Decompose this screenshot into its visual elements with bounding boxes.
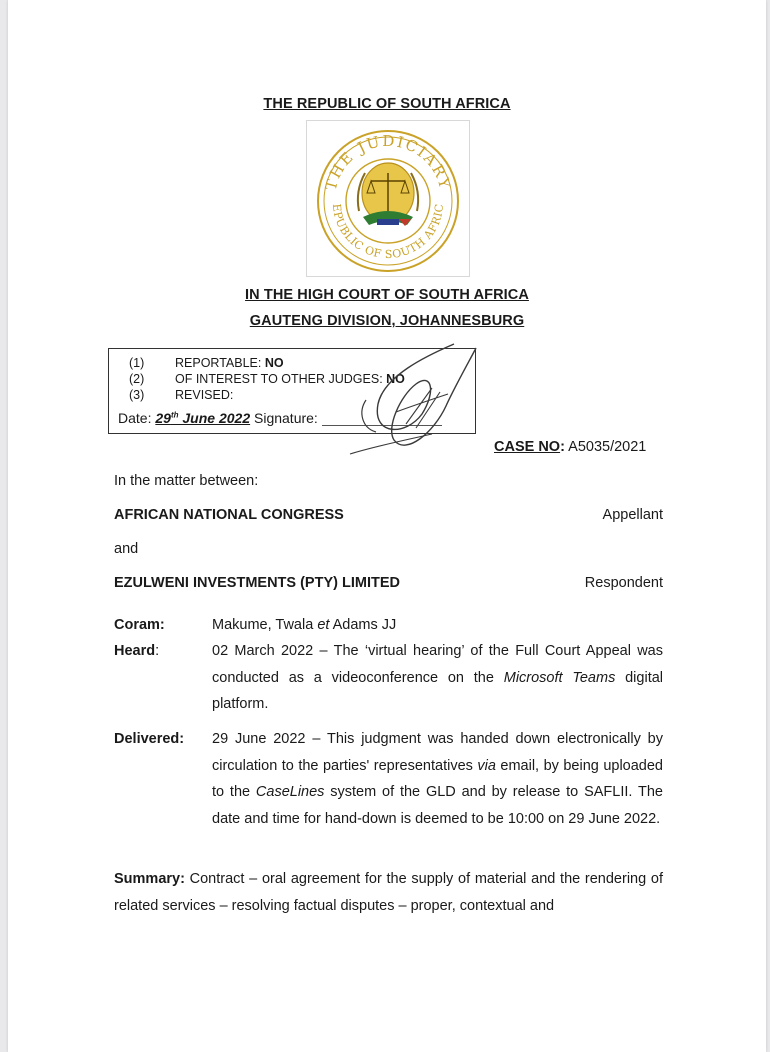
- heard-colon: :: [155, 643, 160, 659]
- heard-text-a: 02 March 2022 – The ‘virtual hearing’ of the Full Court Appeal was conducted as a videoconference on the: [212, 643, 663, 686]
- coram-et: et: [317, 617, 330, 633]
- row-label: REPORTABLE:: [175, 356, 265, 370]
- case-no-value: A5035/2021: [564, 439, 647, 455]
- delivered-text-c: email, by being uploaded to the: [212, 757, 663, 800]
- appellant-name: AFRICAN NATIONAL CONGRESS: [114, 507, 344, 523]
- coram-judges-a: Makume, Twala: [212, 617, 318, 633]
- seal-top-text: THE JUDICIARY: [321, 131, 455, 193]
- republic-heading: THE REPUBLIC OF SOUTH AFRICA: [263, 96, 511, 112]
- delivered-caselines: CaseLines: [255, 784, 325, 800]
- row-label: OF INTEREST TO OTHER JUDGES:: [175, 372, 387, 386]
- judiciary-seal: [306, 120, 470, 277]
- seal-bottom-text: EPUBLIC OF SOUTH AFRIC: [329, 202, 447, 262]
- date-suffix: th: [170, 410, 179, 420]
- case-number: [494, 434, 646, 461]
- division-heading: GAUTENG DIVISION, JOHANNESBURG: [249, 313, 525, 329]
- delivered-via: via: [477, 757, 496, 774]
- judiciary-seal-image: [307, 121, 469, 276]
- date-month-year: June 2022: [178, 410, 251, 426]
- and-text: and: [114, 541, 139, 557]
- coram-label: Coram:: [114, 617, 165, 633]
- document-page: [8, 0, 766, 1052]
- delivered-text-a: 29 June 2022 – This judgment was handed down electronically by circulation to the parties' representatives: [212, 731, 663, 774]
- case-no-label: CASE NO: [494, 439, 561, 455]
- row-value: NO: [264, 356, 284, 370]
- handwritten-signature: [336, 336, 486, 464]
- heard-label-text: Heard: [114, 643, 156, 659]
- revised-row: [129, 388, 233, 402]
- court-heading: IN THE HIGH COURT OF SOUTH AFRICA: [245, 287, 529, 303]
- delivered-text: [212, 726, 663, 832]
- reportable-row: [129, 356, 284, 370]
- row-number: (2): [129, 372, 145, 386]
- case-no-colon: :: [560, 439, 565, 455]
- signature-label: Signature:: [250, 410, 322, 426]
- summary-paragraph: [114, 866, 663, 919]
- row-value: NO: [386, 372, 405, 386]
- row-number: (1): [129, 356, 145, 370]
- coram-text: [212, 612, 663, 639]
- row-label: REVISED:: [175, 388, 234, 402]
- summary-text: Contract – oral agreement for the supply of material and the rendering of related services – resolving factual disputes – proper, contextual and: [114, 871, 663, 914]
- heard-platform: Microsoft Teams: [503, 669, 616, 686]
- heard-text: [212, 638, 663, 718]
- date-value: [155, 410, 250, 426]
- row-number: (3): [129, 388, 145, 402]
- summary-label: Summary:: [114, 871, 185, 887]
- date-day: 29: [155, 410, 171, 426]
- heard-label: [114, 638, 159, 665]
- respondent-role: Respondent: [584, 575, 663, 591]
- appellant-role: Appellant: [602, 507, 663, 523]
- matter-intro: In the matter between:: [114, 473, 259, 489]
- delivered-label: Delivered:: [114, 731, 185, 747]
- date-label: Date:: [118, 410, 156, 426]
- respondent-name: EZULWENI INVESTMENTS (PTY) LIMITED: [114, 575, 400, 591]
- delivered-text-e: system of the GLD and by release to SAFLII. The date and time for hand-down is deemed to be 10:00 on 29 June 2022.: [212, 784, 663, 827]
- coram-judges-b: Adams JJ: [329, 617, 397, 633]
- heard-text-c: digital platform.: [212, 669, 664, 712]
